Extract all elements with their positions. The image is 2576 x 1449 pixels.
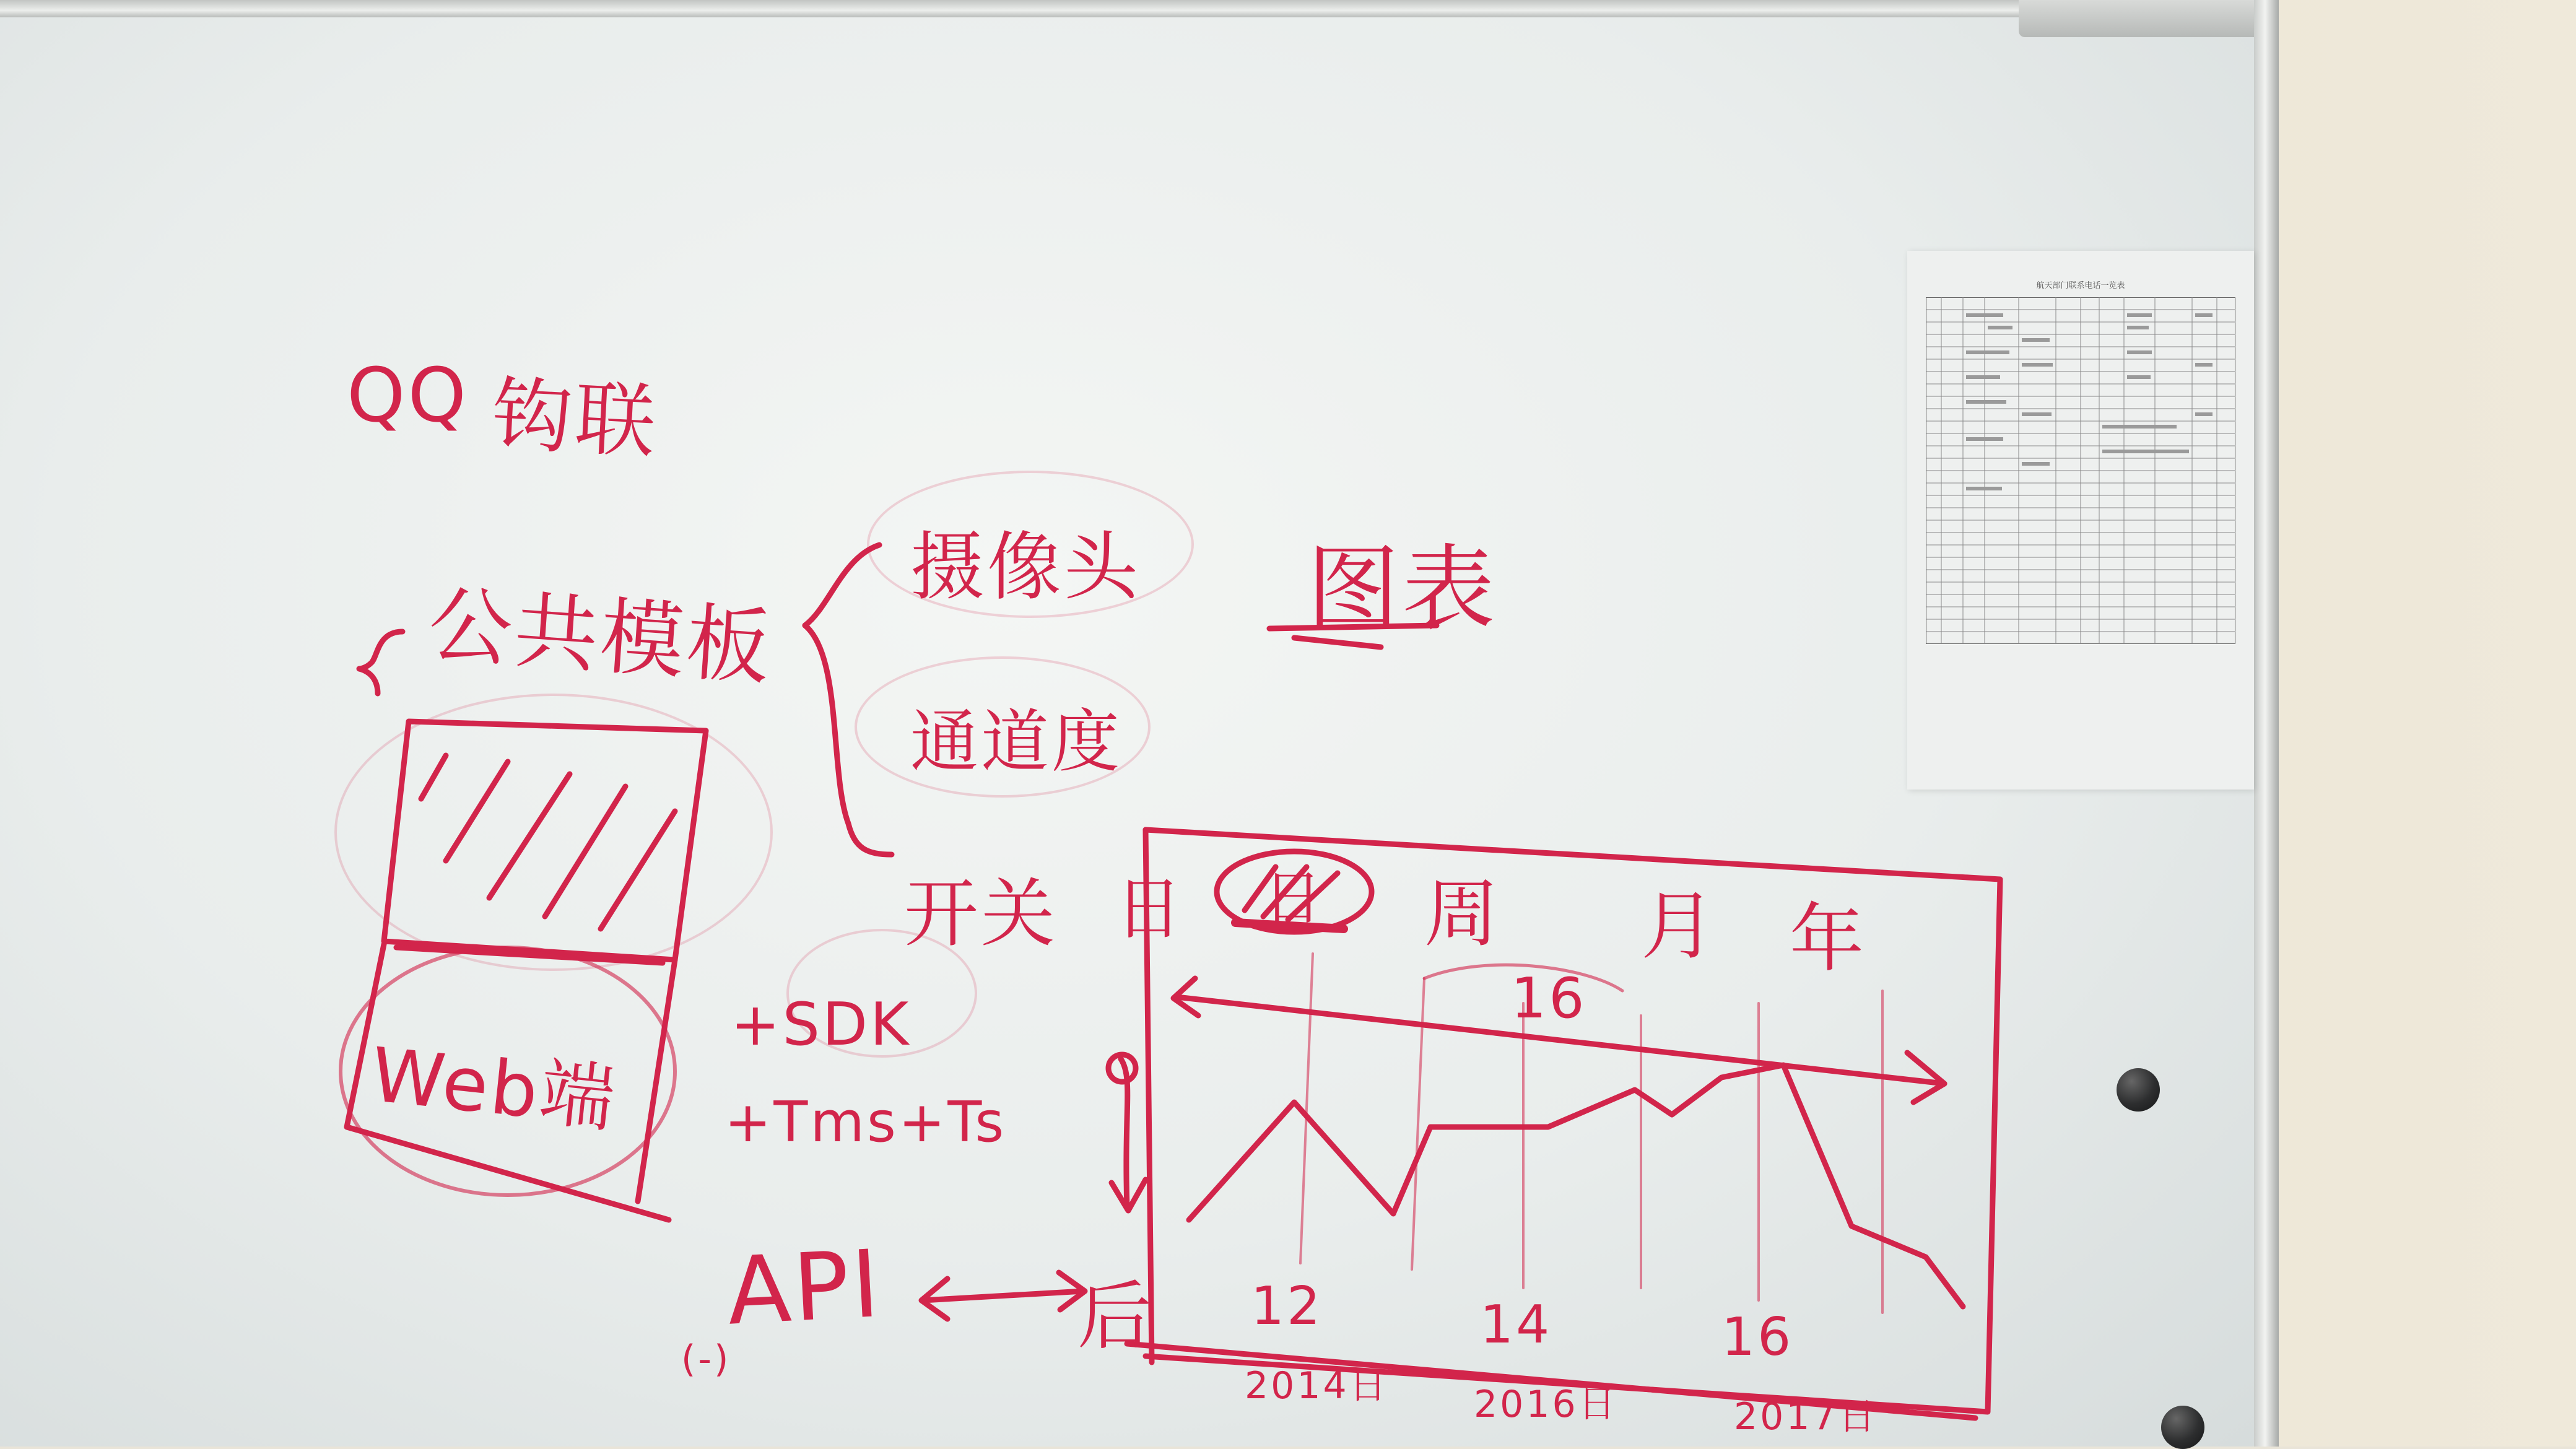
note-charts: 图表 <box>1307 536 1498 643</box>
note-api: API <box>724 1230 885 1346</box>
x-date-label: 2017日 <box>1734 1395 1878 1438</box>
note-sdk: +SDK <box>731 991 912 1059</box>
note-public-templates: 公共模板 <box>425 575 776 697</box>
device-box-edge <box>638 960 675 1201</box>
x-tick-label: 12 <box>1251 1276 1323 1337</box>
api-arrow <box>923 1291 1084 1300</box>
note-camera: 摄像头 <box>910 524 1141 611</box>
tab-week: 周 <box>1424 871 1501 957</box>
note-qq: QQ <box>347 353 469 439</box>
note-switch: 开关 <box>904 871 1058 957</box>
note-api-sub: (-) <box>681 1338 731 1381</box>
x-tick-label: 14 <box>1480 1294 1552 1355</box>
x-date-label: 2014日 <box>1245 1364 1389 1408</box>
tab-year: 年 <box>1790 896 1866 982</box>
note-arrow-target: 后 <box>1077 1274 1154 1360</box>
hatch-lines <box>421 755 675 929</box>
note-title-top: 钩联 <box>489 367 661 470</box>
note-web-side: Web端 <box>367 1032 621 1144</box>
branch-bottom <box>805 625 892 855</box>
posted-sheet-title: 航天部门联系电话一览表 <box>2036 281 2125 290</box>
line-series <box>1189 1065 1963 1307</box>
brace-mark <box>359 632 402 694</box>
note-wrapper: +Tms+Ts <box>724 1090 1007 1155</box>
branch-top <box>805 545 879 625</box>
tab-month: 月 <box>1641 884 1718 970</box>
note-channel: 通道度 <box>910 702 1122 781</box>
x-date-label: 2016日 <box>1474 1383 1618 1426</box>
tab-day: 日 <box>1263 864 1325 933</box>
note-chart-tab-label: 日 <box>1115 869 1185 949</box>
x-tick-label: 16 <box>1721 1307 1794 1368</box>
chart-top-value: 16 <box>1511 966 1587 1031</box>
